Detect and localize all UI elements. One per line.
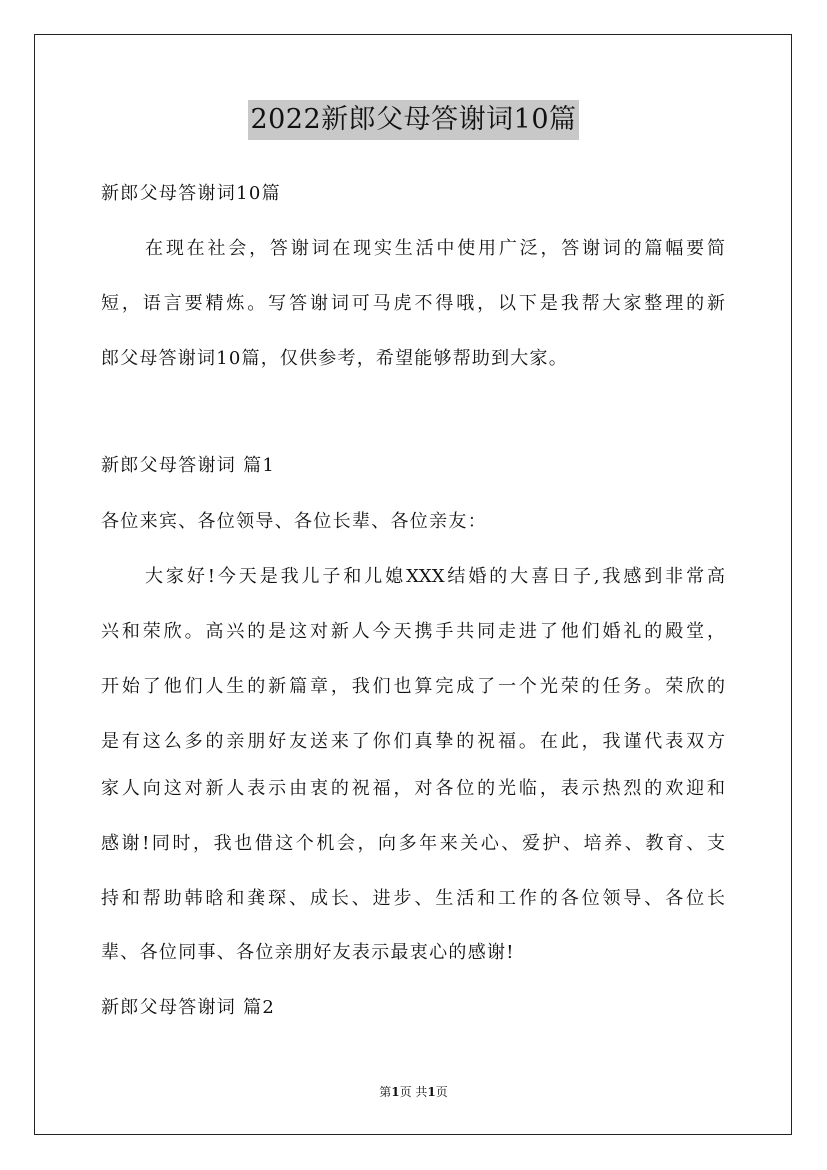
body-line-8: 辈、各位同事、各位亲朋好友表示最衷心的感谢! <box>101 942 515 963</box>
title-container <box>0 100 827 140</box>
footer-suffix: 页 <box>435 1085 448 1099</box>
subtitle: 新郎父母答谢词10篇 <box>101 183 281 204</box>
body-line-5: 家人向这对新人表示由衷的祝福，对各位的光临，表示热烈的欢迎和 <box>101 778 725 799</box>
intro-line-3: 郎父母答谢词10篇，仅供参考，希望能够帮助到大家。 <box>101 348 568 369</box>
body-line-2: 兴和荣欣。高兴的是这对新人今天携手共同走进了他们婚礼的殿堂， <box>101 621 725 642</box>
footer-current-page: 1 <box>391 1085 400 1099</box>
footer-prefix: 第 <box>379 1085 392 1099</box>
body-line-6: 感谢!同时，我也借这个机会，向多年来关心、爱护、培养、教育、支 <box>101 833 725 854</box>
footer-mid: 页 共 <box>399 1085 428 1099</box>
section-heading-2: 新郎父母答谢词 篇2 <box>101 997 276 1018</box>
page-footer <box>0 1084 827 1100</box>
body-line-3: 开始了他们人生的新篇章，我们也算完成了一个光荣的任务。荣欣的 <box>101 676 725 697</box>
intro-line-1: 在现在社会，答谢词在现实生活中使用广泛，答谢词的篇幅要简 <box>145 238 725 259</box>
body-line-7: 持和帮助韩晗和龚琛、成长、进步、生活和工作的各位领导、各位长 <box>101 888 725 909</box>
section-heading-1: 新郎父母答谢词 篇1 <box>101 455 276 476</box>
body-line-1: 大家好!今天是我儿子和儿媳XXX结婚的大喜日子,我感到非常高 <box>145 566 725 587</box>
intro-line-2: 短，语言要精炼。写答谢词可马虎不得哦，以下是我帮大家整理的新 <box>101 293 725 314</box>
footer-total-pages: 1 <box>427 1085 436 1099</box>
document-title: 2022新郎父母答谢词10篇 <box>248 100 578 140</box>
body-line-4: 是有这么多的亲朋好友送来了你们真挚的祝福。在此，我谨代表双方 <box>101 731 725 752</box>
salutation: 各位来宾、各位领导、各位长辈、各位亲友： <box>101 511 487 532</box>
